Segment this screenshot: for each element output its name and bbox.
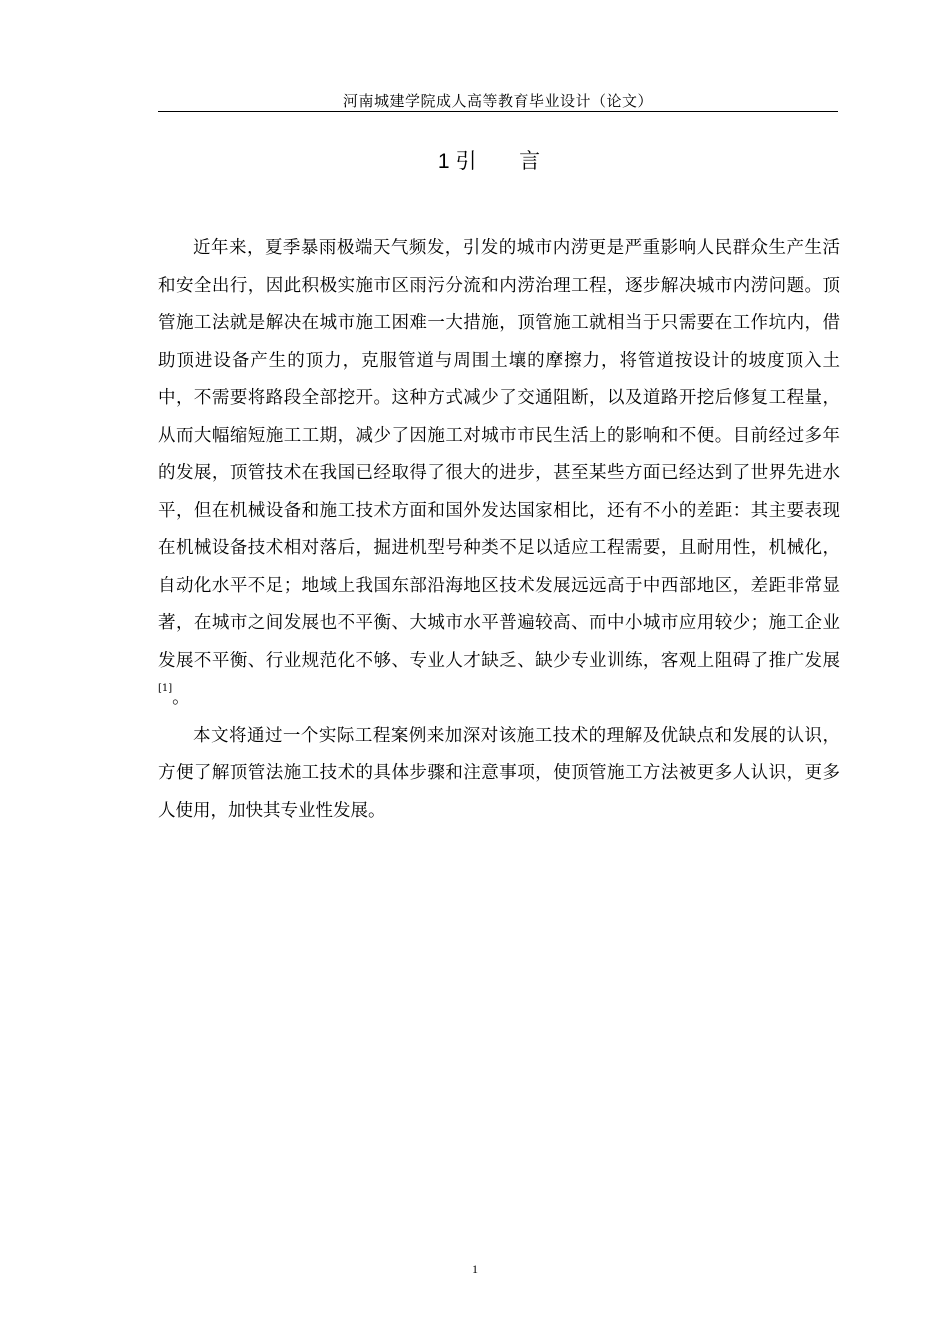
paragraph-1 <box>158 230 840 718</box>
chapter-number: 1 <box>437 150 450 173</box>
paragraph-2: 本文将通过一个实际工程案例来加深对该施工技术的理解及优缺点和发展的认识，方便了解顶管法施工技术的具体步骤和注意事项，使顶管施工方法被更多人认识，更多人使用，加快其专业性发展。 <box>158 725 840 821</box>
page-number: 1 <box>472 1262 478 1276</box>
running-header: 河南城建学院成人高等教育毕业设计（论文） <box>342 92 653 110</box>
chapter-heading <box>158 146 838 177</box>
citation-marker: [1] <box>158 683 173 694</box>
body-text <box>158 230 840 830</box>
chapter-title: 引 言 <box>455 149 559 173</box>
paragraph-1-text: 近年来，夏季暴雨极端天气频发，引发的城市内涝更是严重影响人民群众生产生活和安全出行，因此积极实施市区雨污分流和内涝治理工程，逐步解决城市内涝问题。顶管施工法就是解决在城市施工困难一大措施，顶管施工就相当于只需要在工作坑内，借助顶进设备产生的顶力，克服管道与周围土壤的摩擦力，将管道按设计的坡度顶入土中，不需要将路段全部挖开。这种方式减少了交通阻断，以及道路开挖后修复工程量，从而大幅缩短施工工期，减少了因施工对城市市民生活上的影响和不便。目前经过多年的发展，顶管技术在我国已经取得了很大的进步，甚至某些方面已经达到了世界先进水平，但在机械设备和施工技术方面和国外发达国家相比，还有不小的差距：其主要表现在机械设备技术相对落后，掘进机型号种类不足以适应工程需要，且耐用性，机械化，自动化水平不足；地域上我国东部沿海地区技术发展远远高于中西部地区，差距非常显著，在城市之间发展也不平衡、大城市水平普遍较高、而中小城市应用较少；施工企业发展不平衡、行业规范化不够、专业人才缺乏、缺少专业训练，客观上阻碍了推广发展 <box>158 238 840 671</box>
header-divider <box>158 111 838 112</box>
paragraph-1-end: 。 <box>172 688 190 708</box>
